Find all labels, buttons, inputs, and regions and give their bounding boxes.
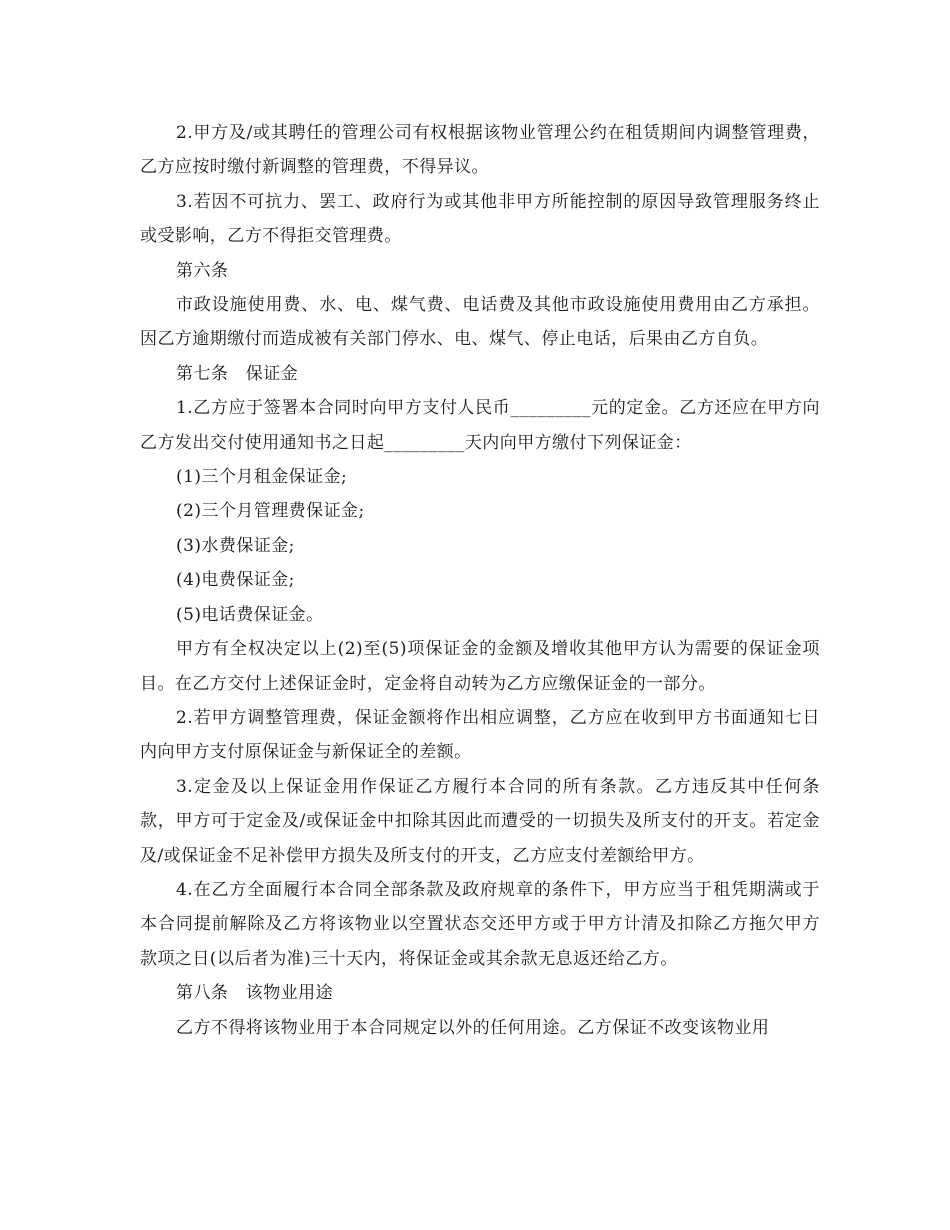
list-item-electricity-deposit: (4)电费保证金; [176,570,295,591]
article-7-heading: 第七条 保证金 [176,363,299,384]
paragraph-force-majeure: 3.若因不可抗力、罢工、政府行为或其他非甲方所能控制的原因导致管理服务终止或受影响，乙方不得拒交管理费。 [140,191,820,247]
paragraph-management-fee-adjustment: 2.甲方及/或其聘任的管理公司有权根据该物业管理公约在租赁期间内调整管理费，乙方应按时缴付新调整的管理费，不得异议。 [140,123,820,178]
list-item-telephone-deposit: (5)电话费保证金。 [176,604,324,625]
paragraph-property-use: 乙方不得将该物业用于本合同规定以外的任何用途。乙方保证不改变该物业用 [176,1017,770,1038]
document-body [140,116,820,1045]
article-6-heading: 第六条 [176,260,229,281]
list-item-management-fee-deposit: (2)三个月管理费保证金; [176,501,365,522]
paragraph-deposit-deduction: 3.定金及以上保证金用作保证乙方履行本合同的所有条款。乙方违反其中任何条款，甲方可于定金及/或保证金中扣除其因此而遭受的一切损失及所支付的开支。若定金及/或保证金不足补偿甲方损失及所支付的开支，乙方应支付差额给甲方。 [140,776,820,866]
paragraph-deposit-adjustment: 2.若甲方调整管理费，保证金额将作出相应调整，乙方应在收到甲方书面通知七日内向甲方支付原保证金与新保证全的差额。 [140,707,820,763]
list-item-rent-deposit: (1)三个月租金保证金; [176,467,348,488]
paragraph-deposit-payment: 1.乙方应于签署本合同时向甲方支付人民币_________元的定金。乙方还应在甲方向乙方发出交付使用通知书之日起_________天内向甲方缴付下列保证金： [140,398,820,453]
article-8-heading: 第八条 该物业用途 [176,983,334,1004]
paragraph-deposit-return: 4.在乙方全面履行本合同全部条款及政府规章的条件下，甲方应当于租凭期满或于本合同提前解除及乙方将该物业以空置状态交还甲方或于甲方计清及扣除乙方拖欠甲方款项之日(以后者为准)三十天内，将保证金或其余款无息返还给乙方。 [140,879,820,969]
paragraph-utility-fees: 市政设施使用费、水、电、煤气费、电话费及其他市政设施使用费用由乙方承担。因乙方逾期缴付而造成被有关部门停水、电、煤气、停止电话，后果由乙方自负。 [140,295,820,350]
list-item-water-deposit: (3)水费保证金; [176,535,295,556]
paragraph-deposit-discretion: 甲方有全权决定以上(2)至(5)项保证金的金额及增收其他甲方认为需要的保证金项目。在乙方交付上述保证金时，定金将自动转为乙方应缴保证金的一部分。 [140,639,820,694]
